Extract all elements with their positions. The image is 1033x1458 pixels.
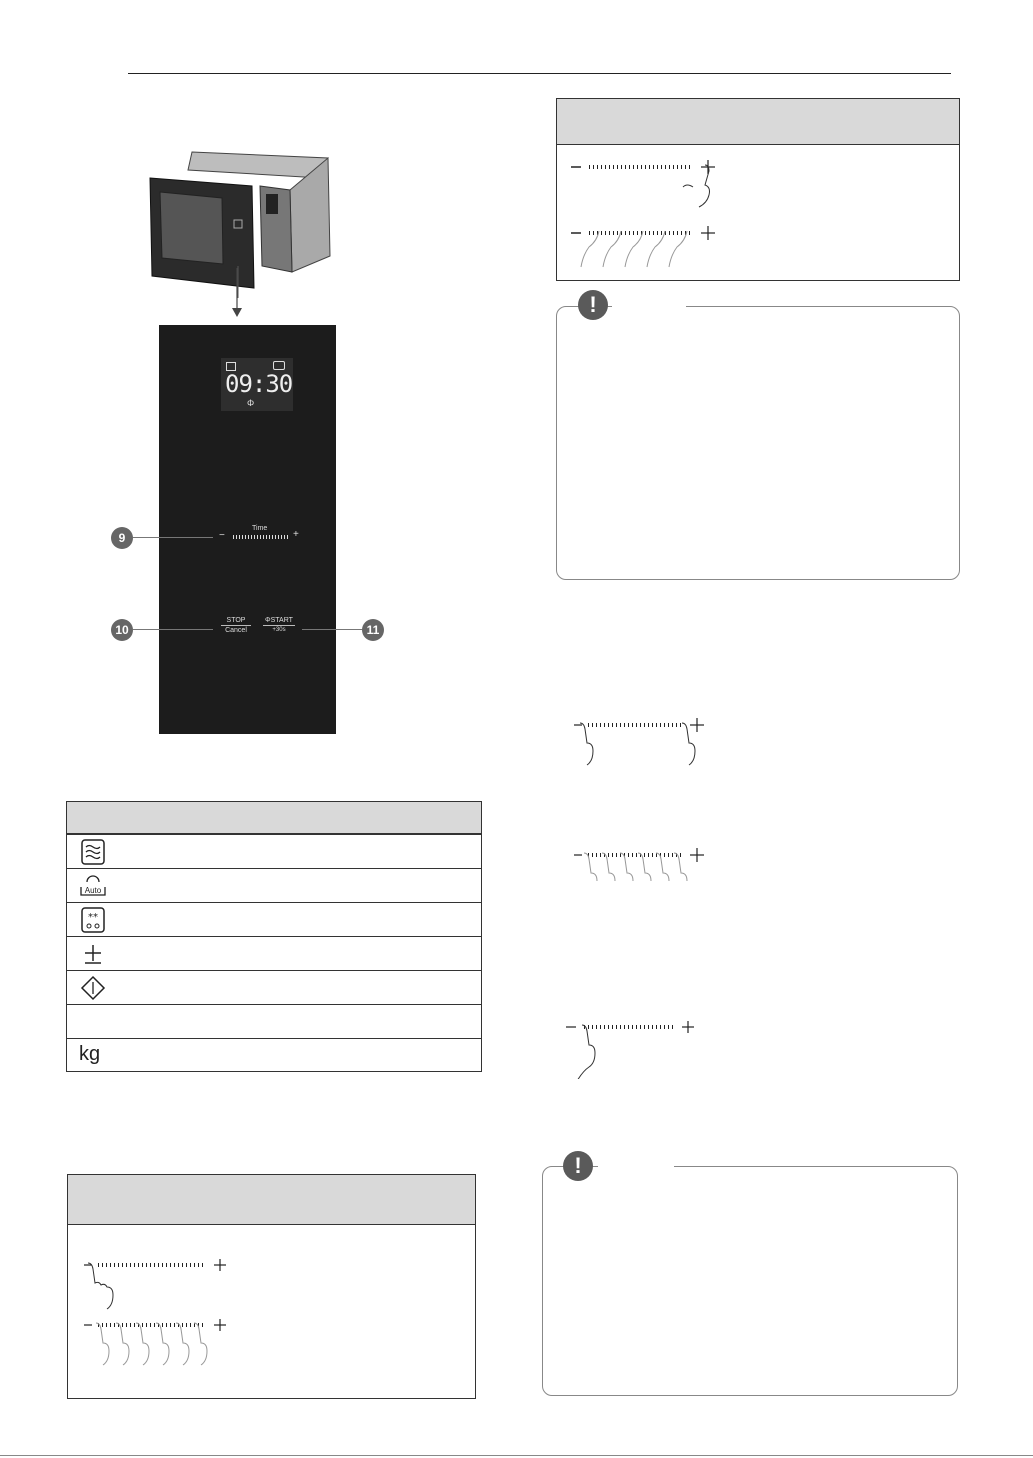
svg-text:**: ** <box>88 912 98 923</box>
icon-table-header <box>67 802 481 834</box>
note-1-title-rule <box>612 306 686 308</box>
stop-divider <box>221 625 251 626</box>
plus-minus-icon <box>79 940 107 968</box>
svg-text:Auto: Auto <box>84 886 102 895</box>
tap-minus-illustration <box>562 1017 712 1079</box>
icon-row-defrost <box>67 902 481 936</box>
slider-tap-plus-illustration <box>569 157 719 213</box>
kg-icon: kg <box>79 1043 101 1065</box>
note-box-2 <box>542 1166 958 1396</box>
swipe-right-illustration <box>570 845 720 899</box>
icon-row-plusminus <box>67 936 481 970</box>
callout-10: 10 <box>111 619 133 641</box>
callout-9-line <box>133 537 213 538</box>
start-indicator: Φ <box>247 398 255 408</box>
icon-row-kg <box>67 1038 481 1072</box>
note-box-1 <box>556 306 960 580</box>
start-divider <box>263 625 295 626</box>
cancel-label: Cancel <box>225 627 247 634</box>
start-label: ΦSTART <box>265 617 293 624</box>
slider-swipe-illustration <box>82 1313 232 1375</box>
icon-row-blank <box>67 1004 481 1038</box>
footer-rule <box>0 1455 1033 1456</box>
time-slider[interactable] <box>233 535 289 539</box>
both-ends-tap-illustration <box>570 715 720 771</box>
slider-minus[interactable]: − <box>219 530 225 541</box>
callout-10-line <box>133 629 213 630</box>
callout-9: 9 <box>111 527 133 549</box>
callout-11: 11 <box>362 619 384 641</box>
slider-box-right-header <box>557 99 959 145</box>
stop-cancel-button[interactable] <box>221 617 251 639</box>
callout-11-line <box>302 629 362 630</box>
icon-row-microwave <box>67 834 481 868</box>
icon-row-auto <box>67 868 481 902</box>
defrost-icon <box>79 906 107 934</box>
slider-plus[interactable]: + <box>293 529 299 540</box>
note-1-alert-icon: ! <box>578 290 608 320</box>
arrow-down-icon <box>230 268 244 318</box>
slider-instruction-box-left <box>67 1174 476 1399</box>
start-diamond-icon <box>79 974 107 1002</box>
auto-icon <box>273 361 285 370</box>
note-2-title-rule <box>598 1166 674 1168</box>
icon-row-start <box>67 970 481 1004</box>
slider-swipe-plus-illustration <box>569 223 719 273</box>
time-digits: 09:30 <box>225 370 293 398</box>
lcd-display <box>221 358 293 411</box>
start-button[interactable] <box>263 617 295 639</box>
note-2-alert-icon: ! <box>563 1151 593 1181</box>
time-label: Time <box>252 525 268 532</box>
slider-tap-illustration <box>82 1253 232 1313</box>
microwave-waves-icon <box>79 838 107 866</box>
stop-label: STOP <box>226 617 246 624</box>
slider-instruction-box-right <box>556 98 960 281</box>
slider-box-left-header <box>68 1175 475 1225</box>
icon-table <box>66 801 482 1072</box>
auto-cook-icon <box>79 872 107 900</box>
header-rule <box>128 73 951 74</box>
control-panel <box>159 325 336 734</box>
plus30-label: +30s <box>272 627 286 633</box>
